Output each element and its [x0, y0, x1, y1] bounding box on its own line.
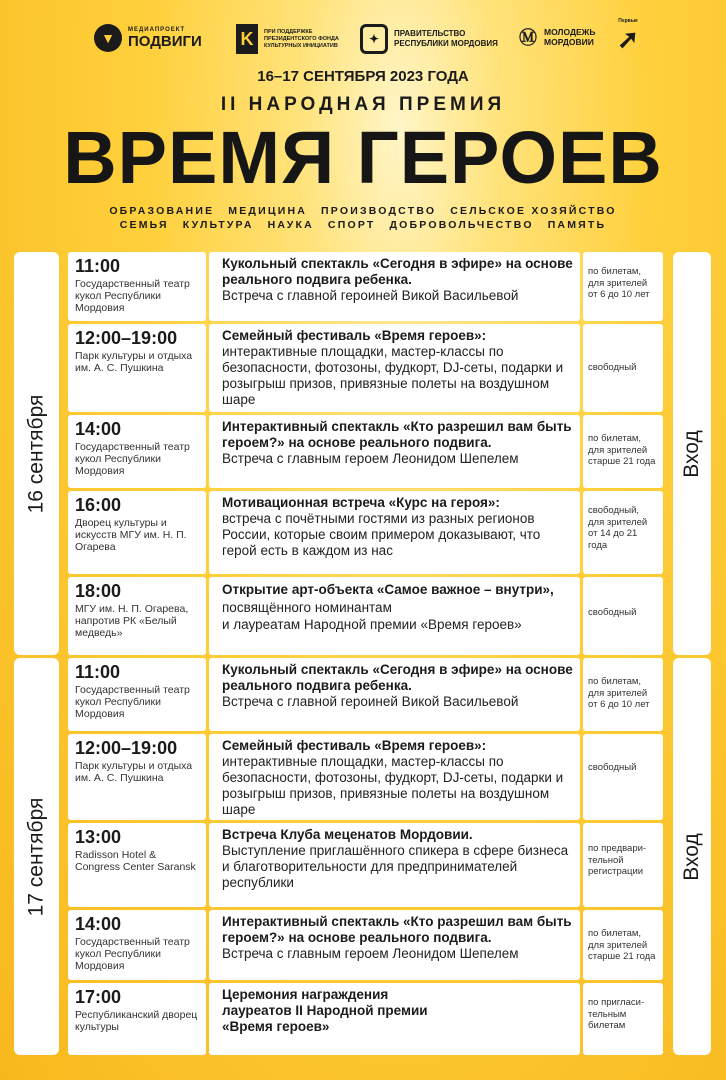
event-time: 14:00 [75, 419, 122, 439]
event-body: Встреча с главным героем Леонидом Шепелем [222, 946, 519, 961]
tag: КУЛЬТУРА [182, 219, 254, 231]
event-title: Интерактивный спектакль «Кто разрешил вам быть героем?» на основе реального подвига. [222, 419, 572, 450]
subtitle: II НАРОДНАЯ ПРЕМИЯ [220, 94, 506, 115]
time-cell [68, 491, 206, 574]
tag: ОБРАЗОВАНИЕ [109, 205, 215, 217]
tag: МЕДИЦИНА [228, 205, 308, 217]
podvigi-name: ПОДВИГИ [128, 32, 202, 50]
page-title: ВРЕМЯ ГЕРОЕВ [63, 116, 663, 199]
entry-label-text: Вход [680, 832, 704, 881]
admission-note: по билетам, для зрителей старше 21 года [588, 928, 656, 962]
tag: СЕЛЬСКОЕ ХОЗЯЙСТВО [450, 205, 617, 217]
day-label-sep17 [14, 658, 59, 1055]
event-body: интерактивные площадки, мастер-классы по безопасности, фотозоны, фудкорт, DJ-сеты, подарки и розыгрыш призов, привязные полеты на воздушном шаре [222, 344, 564, 407]
event-place: МГУ им. Н. П. Огарева, напротив РК «Белый медведь» [75, 603, 189, 639]
time-cell [68, 577, 206, 655]
event-place: Парк культуры и отдыха им. А. С. Пушкина [75, 350, 193, 374]
admission-cell [583, 910, 663, 980]
description-cell [209, 734, 580, 820]
podvigi-emblem-icon: ▼ [94, 24, 122, 52]
event-body: Встреча с главной героиней Викой Васильевой [222, 288, 519, 303]
event-body: Встреча с главным героем Леонидом Шепелем [222, 451, 519, 466]
event-place: Государственный театр кукол Республики Мордовия [75, 278, 190, 314]
time-cell [68, 983, 206, 1055]
admission-cell [583, 415, 663, 488]
description-cell [209, 324, 580, 412]
event-title: Церемония награждения лауреатов II Народной премии «Время героев» [222, 987, 428, 1034]
day-label-sep16 [14, 252, 59, 655]
tag: ДОБРОВОЛЬЧЕСТВО [389, 219, 534, 231]
entry-label-sep16 [673, 252, 711, 655]
admission-cell [583, 491, 663, 574]
logo-presidential-fund [236, 24, 364, 54]
admission-note: по пригласи-тельным билетам [588, 997, 645, 1031]
tag: ПАМЯТЬ [547, 219, 607, 231]
description-cell [209, 823, 580, 907]
admission-cell [583, 823, 663, 907]
event-title: Кукольный спектакль «Сегодня в эфире» на основе реального подвига ребенка. [222, 662, 573, 693]
admission-note: свободный [588, 762, 637, 773]
podvigi-caption: МЕДИАПРОЕКТ [128, 26, 186, 33]
day-label-text: 17 сентября [24, 797, 48, 916]
time-cell [68, 252, 206, 321]
event-time: 12:00–19:00 [75, 738, 178, 758]
event-time: 13:00 [75, 827, 122, 847]
gov-line2: РЕСПУБЛИКИ МОРДОВИЯ [394, 39, 498, 48]
admission-note: свободный [588, 362, 637, 373]
time-cell [68, 734, 206, 820]
event-title: Интерактивный спектакль «Кто разрешил вам быть героем?» на основе реального подвига. [222, 914, 572, 945]
event-title: Кукольный спектакль «Сегодня в эфире» на основе реального подвига ребенка. [222, 256, 573, 287]
event-body: интерактивные площадки, мастер-классы по безопасности, фотозоны, фудкорт, DJ-сеты, подарки и розыгрыш призов, привязные полеты на воздушном шаре [222, 754, 564, 817]
partner-logos [0, 18, 726, 66]
admission-note: по билетам, для зрителей от 6 до 10 лет [588, 676, 650, 710]
description-cell [209, 910, 580, 980]
description-cell [209, 658, 580, 731]
admission-note: свободный [588, 607, 637, 618]
day-label-text: 16 сентября [24, 394, 48, 513]
admission-cell [583, 577, 663, 655]
event-time: 12:00–19:00 [75, 328, 178, 348]
event-time: 11:00 [75, 662, 121, 682]
logo-government [360, 24, 498, 54]
event-place: Государственный театр кукол Республики Мордовия [75, 441, 190, 477]
admission-cell [583, 658, 663, 731]
event-body-inline: посвящённого номинантам [222, 600, 392, 615]
time-cell [68, 415, 206, 488]
tag: НАУКА [267, 219, 314, 231]
tag: ПРОИЗВОДСТВО [321, 205, 437, 217]
coat-of-arms-icon: ✦ [360, 24, 388, 54]
admission-note: по билетам, для зрителей от 6 до 10 лет [588, 266, 650, 300]
pervye-caption: Первые [618, 18, 638, 24]
fund-k-icon: K [236, 24, 258, 54]
admission-cell [583, 324, 663, 412]
description-cell [209, 577, 580, 655]
event-time: 14:00 [75, 914, 122, 934]
event-body: встреча с почётными гостями из разных регионов России, которые своим примером доказывают, что герой есть в каждом из нас [222, 511, 541, 558]
event-dates: 16–17 СЕНТЯБРЯ 2023 ГОДА [257, 68, 469, 85]
logo-pervye [618, 18, 638, 53]
admission-cell [583, 252, 663, 321]
event-body: и лауреатам Народной премии «Время героев» [222, 617, 522, 632]
gov-line1: ПРАВИТЕЛЬСТВО [394, 29, 466, 38]
description-cell [209, 983, 580, 1055]
admission-note: по предвари-тельной регистрации [588, 843, 647, 877]
entry-label-text: Вход [680, 429, 704, 478]
youth-line2: МОРДОВИИ [544, 37, 594, 47]
event-title: Мотивационная встреча «Курс на героя»: [222, 495, 500, 510]
event-time: 11:00 [75, 256, 121, 276]
event-time: 17:00 [75, 987, 122, 1007]
event-place: Парк культуры и отдыха им. А. С. Пушкина [75, 760, 193, 784]
admission-cell [583, 734, 663, 820]
event-place: Государственный театр кукол Республики Мордовия [75, 684, 190, 720]
event-time: 18:00 [75, 581, 122, 601]
logo-youth-mordovia [518, 27, 595, 47]
entry-label-sep17 [673, 658, 711, 1055]
admission-note: по билетам, для зрителей старше 21 года [588, 433, 656, 467]
event-title: Открытие арт-объекта «Самое важное – внутри», [222, 582, 554, 597]
event-place: Государственный театр кукол Республики Мордовия [75, 936, 190, 972]
category-tags-row2 [0, 219, 726, 231]
event-place: Radisson Hotel & Congress Center Saransk [75, 849, 196, 873]
tag: СПОРТ [327, 219, 376, 231]
youth-line1: МОЛОДЕЖЬ [544, 27, 596, 37]
tag: СЕМЬЯ [119, 219, 169, 231]
event-place: Республиканский дворец культуры [75, 1009, 198, 1033]
time-cell [68, 823, 206, 907]
event-body: Выступление приглашённого спикера в сфере бизнеса и благотворительности для предпринимателей республики [222, 843, 569, 890]
fund-caption: ПРИ ПОДДЕРЖКЕ ПРЕЗИДЕНТСКОГО ФОНДА КУЛЬТУРНЫХ ИНИЦИАТИВ [264, 28, 339, 49]
category-tags-row1 [0, 205, 726, 217]
admission-cell [583, 983, 663, 1055]
logo-podvigi [94, 24, 202, 52]
youth-m-icon: Ⓜ [519, 28, 537, 48]
event-time: 16:00 [75, 495, 122, 515]
event-title: Семейный фестиваль «Время героев»: [222, 328, 487, 343]
time-cell [68, 324, 206, 412]
description-cell [209, 491, 580, 574]
time-cell [68, 910, 206, 980]
pervye-arrow-icon: ➚ [617, 23, 639, 54]
event-body: Встреча с главной героиней Викой Васильевой [222, 694, 519, 709]
event-title: Встреча Клуба меценатов Мордовии. [222, 827, 473, 842]
description-cell [209, 415, 580, 488]
time-cell [68, 658, 206, 731]
admission-note: свободный, для зрителей от 14 до 21 года [588, 505, 648, 551]
event-title: Семейный фестиваль «Время героев»: [222, 738, 487, 753]
description-cell [209, 252, 580, 321]
event-place: Дворец культуры и искусств МГУ им. Н. П. Огарева [75, 517, 187, 553]
